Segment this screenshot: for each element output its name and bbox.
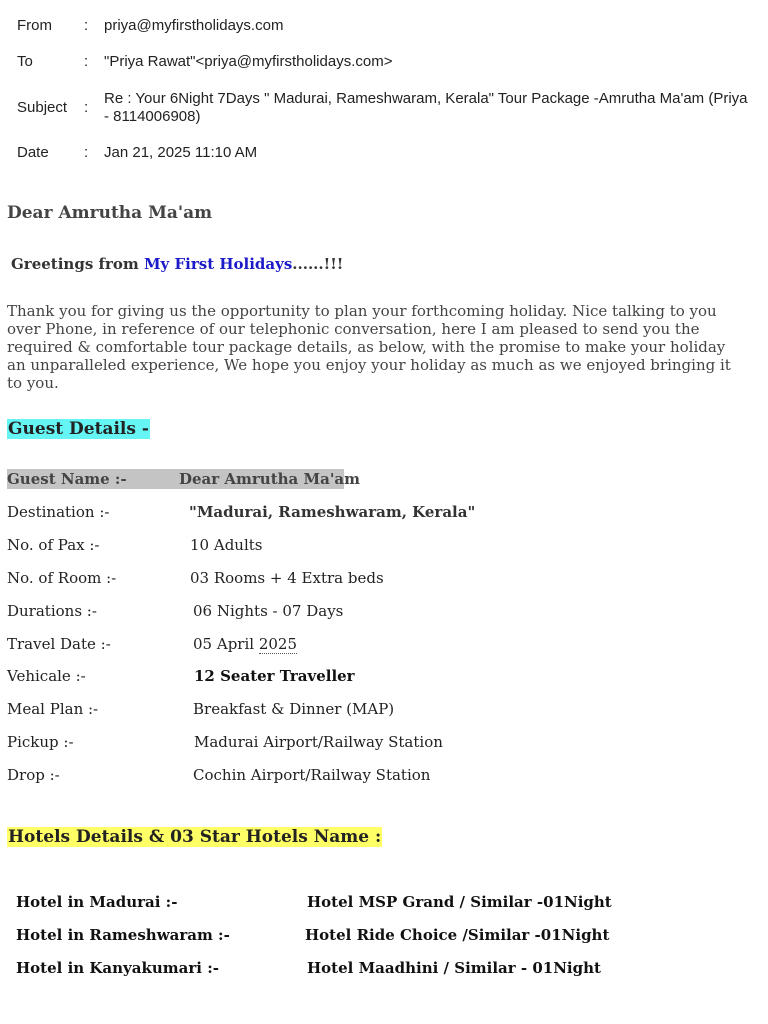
vehicle-label: Vehicale :- [7, 667, 86, 685]
from-value[interactable]: priya@myfirstholidays.com [104, 17, 284, 34]
date-label: Date [17, 144, 49, 161]
intro-paragraph: Thank you for giving us the opportunity to plan your forthcoming holiday. Nice talking to you over Phone, in reference of our telephonic conversation, here I am pleased to send you the required & comfortable tour package details, as below, with the promise to make your holiday an unparalleled experience, We hope you enjoy your holiday as much as we enjoyed bringing it to you. [7, 302, 731, 392]
duration-label: Durations :- [7, 602, 97, 620]
room-label: No. of Room :- [7, 569, 117, 587]
greeting-line [11, 255, 343, 273]
subject-colon: : [84, 99, 89, 116]
from-colon: : [84, 17, 89, 34]
brand-name: My First Holidays [143, 255, 293, 273]
travel-date-value [193, 635, 297, 653]
salutation: Dear Amrutha Ma'am [7, 203, 213, 223]
vehicle-value: 12 Seater Traveller [194, 667, 355, 685]
hotel-city-madurai: Hotel in Madurai :- [16, 893, 178, 911]
pax-label: No. of Pax :- [7, 536, 100, 554]
drop-value: Cochin Airport/Railway Station [193, 766, 431, 784]
date-colon: : [84, 144, 89, 161]
to-value[interactable]: "Priya Rawat"<priya@myfirstholidays.com> [104, 53, 393, 70]
to-label: To [17, 53, 33, 70]
greeting-suffix: ......!!! [292, 255, 344, 273]
duration-value: 06 Nights - 07 Days [193, 602, 344, 620]
travel-date-day-month: 05 April [193, 635, 259, 653]
subject-value: Re : Your 6Night 7Days " Madurai, Rameshwaram, Kerala" Tour Package -Amrutha Ma'am (Priya - 8114006908) [104, 90, 748, 125]
from-label: From [17, 17, 52, 34]
hotel-city-kanyakumari: Hotel in Kanyakumari :- [16, 959, 219, 977]
hotel-name-madurai: Hotel MSP Grand / Similar -01Night [307, 893, 612, 911]
travel-date-year: 2025 [258, 635, 298, 653]
meal-plan-value: Breakfast & Dinner (MAP) [193, 700, 395, 718]
email-header [0, 0, 768, 180]
pickup-label: Pickup :- [7, 733, 74, 751]
travel-date-label: Travel Date :- [7, 635, 111, 653]
subject-label: Subject [17, 99, 68, 116]
meal-plan-label: Meal Plan :- [7, 700, 99, 718]
hotel-name-rameshwaram: Hotel Ride Choice /Similar -01Night [305, 926, 610, 944]
guest-name-value: Dear Amrutha Ma'am [179, 470, 360, 488]
drop-label: Drop :- [7, 766, 60, 784]
destination-value: "Madurai, Rameshwaram, Kerala" [189, 503, 476, 521]
hotel-name-kanyakumari: Hotel Maadhini / Similar - 01Night [307, 959, 601, 977]
hotels-heading: Hotels Details & 03 Star Hotels Name : [8, 827, 382, 847]
greeting-prefix: Greetings from [11, 255, 144, 273]
hotel-city-rameshwaram: Hotel in Rameshwaram :- [16, 926, 230, 944]
date-value: Jan 21, 2025 11:10 AM [104, 144, 258, 161]
destination-label: Destination :- [7, 503, 110, 521]
guest-details-heading: Guest Details - [8, 419, 149, 439]
room-value: 03 Rooms + 4 Extra beds [190, 569, 384, 587]
pax-value: 10 Adults [190, 536, 263, 554]
guest-name-label: Guest Name :- [7, 470, 127, 488]
to-colon: : [84, 53, 89, 70]
pickup-value: Madurai Airport/Railway Station [194, 733, 443, 751]
